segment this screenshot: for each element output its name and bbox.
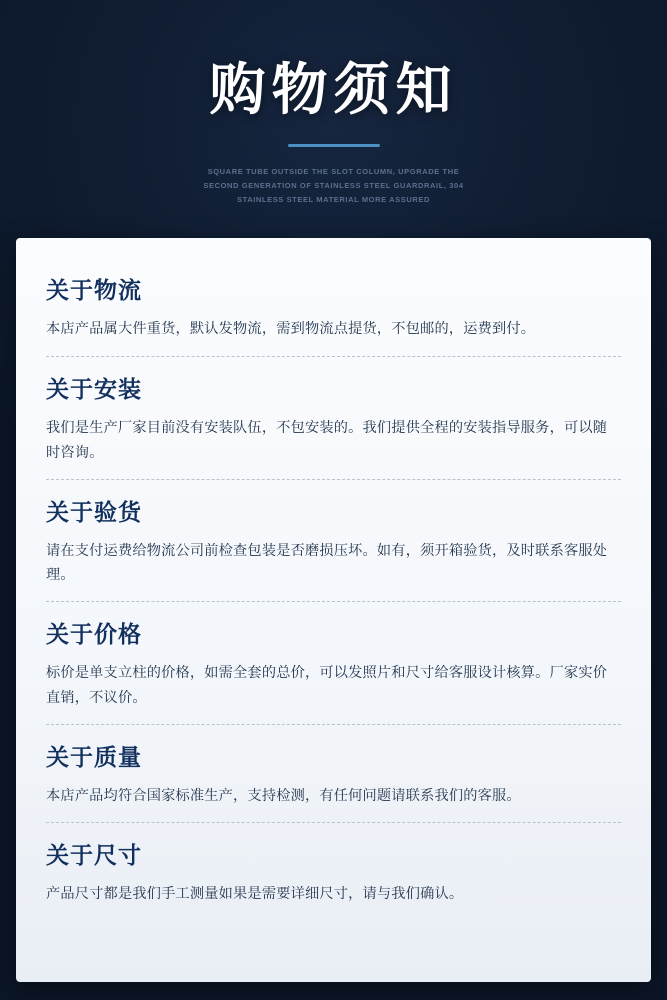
notice-section-price [46, 616, 621, 725]
section-title: 关于物流 [46, 277, 142, 303]
notice-card [16, 238, 651, 982]
page-header [0, 0, 667, 207]
notice-section-inspection [46, 494, 621, 603]
section-title: 关于价格 [46, 621, 142, 648]
notice-section-quality [46, 739, 621, 823]
section-title: 关于安装 [46, 375, 142, 402]
section-body: 我们是生产厂家目前没有安装队伍，不包安装的。我们提供全程的安装指导服务，可以随时咨询。 [46, 419, 608, 461]
title-divider [288, 144, 380, 147]
notice-section-size [46, 837, 621, 920]
notice-section-logistics [46, 272, 621, 357]
notice-section-installation [46, 371, 621, 480]
section-body: 请在支付运费给物流公司前检查包装是否磨损压坏。如有，须开箱验货，及时联系客服处理。 [46, 542, 608, 584]
section-body: 产品尺寸都是我们手工测量如果是需要详细尺寸，请与我们确认。 [46, 885, 464, 902]
section-title: 关于尺寸 [46, 841, 142, 868]
section-body: 标价是单支立柱的价格，如需全套的总价，可以发照片和尺寸给客服设计核算。厂家实价直销，不议价。 [46, 665, 608, 707]
section-title: 关于质量 [46, 743, 142, 770]
section-body: 本店产品均符合国家标准生产，支持检测，有任何问题请联系我们的客服。 [46, 787, 521, 804]
section-title: 关于验货 [46, 498, 142, 525]
section-body: 本店产品属大件重货，默认发物流，需到物流点提货，不包邮的，运费到付。 [46, 321, 536, 337]
page-subtitle: SQUARE TUBE OUTSIDE THE SLOT COLUMN, UPGRADE THE SECOND GENERATION OF STAINLESS STEEL GUARDRAIL, 304 STAINLESS STEEL MATERIAL MORE ASSURED [203, 167, 464, 205]
page-title: 购物须知 [209, 58, 458, 121]
